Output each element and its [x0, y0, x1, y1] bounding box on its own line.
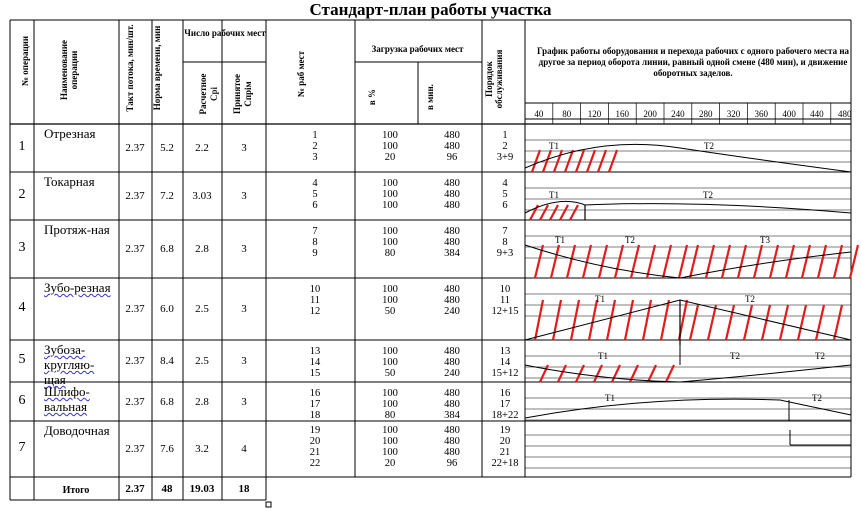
service-order: 9+3 [496, 248, 514, 259]
service-order: 20 [499, 436, 511, 447]
op-number: 4 [18, 300, 26, 315]
calc-value: 2.5 [195, 355, 209, 367]
graph-label-t3: T3 [760, 235, 770, 245]
workplace-number: 16 [309, 388, 321, 399]
accepted-value: 3 [241, 395, 247, 408]
graph-label-t1: T1 [595, 294, 605, 304]
norm-value: 6.8 [160, 395, 174, 408]
header-op-no: № операции [20, 35, 30, 87]
load-minutes: 480 [444, 237, 460, 248]
load-minutes: 480 [444, 425, 460, 436]
load-minutes: 480 [444, 200, 460, 211]
tick-label: 160 [615, 109, 630, 119]
service-order: 18+22 [491, 410, 519, 421]
service-order: 17 [499, 399, 511, 410]
workplace-number: 14 [309, 357, 321, 368]
header-calc: Расчетное [198, 73, 208, 115]
load-percent: 50 [384, 306, 396, 317]
load-minutes: 480 [444, 436, 460, 447]
service-order: 11 [499, 295, 511, 306]
takt-value: 2.37 [125, 303, 145, 315]
workplace-number: 1 [312, 130, 318, 141]
workplace-number: 21 [309, 447, 321, 458]
load-minutes: 384 [444, 248, 460, 259]
service-order: 2 [502, 141, 508, 152]
norm-value: 7.6 [160, 443, 174, 455]
workplace-number: 17 [309, 399, 321, 410]
service-order: 5 [502, 189, 508, 200]
calc-value: 3.03 [192, 190, 212, 202]
total-norm: 48 [161, 483, 173, 495]
service-order: 13 [499, 346, 511, 357]
header-accepted-sym: Спрім [243, 81, 253, 107]
tick-label: 200 [643, 109, 657, 119]
service-order: 3+9 [496, 152, 514, 163]
calc-value: 3.2 [195, 443, 209, 455]
tick-label: 80 [562, 109, 572, 119]
load-minutes: 480 [444, 141, 460, 152]
total-takt: 2.37 [125, 483, 145, 495]
total-accepted: 18 [238, 483, 250, 495]
load-percent: 100 [382, 295, 398, 306]
op-number: 6 [18, 392, 26, 408]
op-name: Шлифо-вальная [44, 384, 90, 414]
load-minutes: 480 [444, 130, 460, 141]
accepted-value: 3 [241, 190, 247, 202]
workplace-number: 6 [312, 200, 318, 211]
calc-value: 2.5 [195, 303, 209, 315]
load-minutes: 480 [444, 346, 460, 357]
workplace-number: 11 [309, 295, 321, 306]
takt-value: 2.37 [125, 443, 145, 455]
tick-label: 120 [587, 109, 602, 119]
load-percent: 100 [382, 357, 398, 368]
service-order: 21 [499, 447, 511, 458]
service-order: 19 [499, 425, 511, 436]
load-percent: 20 [384, 458, 396, 469]
load-percent: 100 [382, 226, 398, 237]
load-percent: 100 [382, 447, 398, 458]
load-minutes: 480 [444, 284, 460, 295]
graph-label-t1: T1 [605, 393, 615, 403]
graph-label-t1: T1 [549, 190, 559, 200]
takt-value: 2.37 [125, 243, 145, 255]
norm-value: 6.8 [160, 243, 174, 255]
workplace-number: 12 [309, 306, 321, 317]
service-order: 14 [499, 357, 511, 368]
service-order: 22+18 [491, 458, 519, 469]
op-name: Отрезная [44, 126, 96, 141]
tick-label: 480 [837, 109, 852, 119]
accepted-value: 3 [241, 243, 247, 255]
op-number: 3 [18, 240, 26, 255]
op-name: Токарная [44, 174, 95, 189]
tick-label: 360 [754, 109, 769, 119]
graph-label-t2: T2 [703, 190, 713, 200]
op-name: Доводочная [44, 423, 110, 438]
workplace-number: 18 [309, 410, 321, 421]
load-percent: 100 [382, 130, 398, 141]
load-minutes: 240 [444, 306, 460, 317]
tick-label: 400 [782, 109, 796, 119]
load-percent: 100 [382, 436, 398, 447]
service-order: 15+12 [491, 368, 519, 379]
norm-value: 8.4 [160, 355, 174, 367]
load-percent: 100 [382, 178, 398, 189]
load-percent: 100 [382, 388, 398, 399]
graph-label-t2: T2 [704, 141, 714, 151]
workplace-number: 22 [309, 458, 321, 469]
load-minutes: 480 [444, 178, 460, 189]
tick-label: 280 [698, 109, 713, 119]
service-order: 16 [499, 388, 511, 399]
workplace-number: 19 [309, 425, 321, 436]
norm-value: 6.0 [160, 303, 174, 315]
page-title: Стандарт-план работы участка [309, 0, 552, 19]
op-number: 7 [18, 440, 26, 455]
workplace-number: 3 [312, 152, 318, 163]
takt-value: 2.37 [125, 355, 145, 367]
graph-label-t2: T2 [625, 235, 635, 245]
header-norm: Норма времени, мин [152, 25, 162, 111]
workplace-number: 8 [312, 237, 318, 248]
load-percent: 50 [384, 368, 396, 379]
norm-value: 5.2 [160, 142, 174, 154]
workplace-number: 2 [312, 141, 318, 152]
service-order: 7 [502, 226, 508, 237]
graph-label-t2: T2 [815, 351, 825, 361]
service-order: 12+15 [491, 306, 519, 317]
workplace-number: 13 [309, 346, 321, 357]
header-accepted: Принятое [232, 73, 242, 115]
header-takt: Такт потока, мин/шт. [125, 24, 135, 112]
total-label: Итого [62, 485, 90, 496]
tick-label: 440 [810, 109, 824, 119]
header-load: Загрузка рабочих мест [371, 44, 464, 54]
service-order: 10 [499, 284, 511, 295]
graph-label-t2: T2 [745, 294, 755, 304]
graph-label-t2: T2 [730, 351, 740, 361]
service-order: 4 [502, 178, 508, 189]
load-minutes: 480 [444, 226, 460, 237]
load-minutes: 240 [444, 368, 460, 379]
op-number: 2 [18, 187, 26, 202]
header-wp-no: № раб мест [296, 50, 306, 98]
takt-value: 2.37 [125, 142, 145, 154]
takt-value: 2.37 [125, 395, 145, 408]
header-order: Порядок обслуживания [484, 49, 504, 109]
total-calc: 19.03 [189, 483, 215, 495]
graph-label-t1: T1 [549, 141, 559, 151]
load-percent: 100 [382, 200, 398, 211]
load-percent: 20 [384, 152, 396, 163]
graph-label-t2: T2 [812, 393, 822, 403]
workplace-number: 20 [309, 436, 321, 447]
accepted-value: 3 [241, 142, 247, 154]
load-percent: 100 [382, 399, 398, 410]
load-minutes: 96 [446, 152, 458, 163]
accepted-value: 4 [241, 443, 247, 455]
accepted-value: 3 [241, 355, 247, 367]
workplace-number: 15 [309, 368, 321, 379]
load-minutes: 96 [446, 458, 458, 469]
header-load-min: в мин. [425, 84, 435, 110]
workplace-number: 5 [312, 189, 318, 200]
header-load-pct: в % [367, 88, 377, 106]
load-percent: 80 [384, 248, 396, 259]
load-minutes: 384 [444, 410, 460, 421]
service-order: 6 [502, 200, 508, 211]
load-percent: 100 [382, 237, 398, 248]
load-percent: 80 [384, 410, 396, 421]
load-percent: 100 [382, 189, 398, 200]
load-percent: 100 [382, 284, 398, 295]
calc-value: 2.2 [195, 142, 209, 154]
accepted-value: 3 [241, 303, 247, 315]
takt-value: 2.37 [125, 190, 145, 202]
workplace-number: 9 [312, 248, 318, 259]
workplace-number: 7 [312, 226, 318, 237]
load-minutes: 480 [444, 388, 460, 399]
header-op-name: Наименование операции [59, 40, 79, 100]
load-minutes: 480 [444, 357, 460, 368]
tick-label: 320 [726, 109, 741, 119]
header-calc-sym: Срі [209, 87, 219, 102]
load-percent: 100 [382, 141, 398, 152]
header-workplaces: Число рабочих мест [184, 28, 266, 38]
graph-label-t1: T1 [598, 351, 608, 361]
workplace-number: 10 [309, 284, 321, 295]
load-percent: 100 [382, 346, 398, 357]
tick-label: 40 [534, 109, 544, 119]
tick-label: 240 [671, 109, 685, 119]
norm-value: 7.2 [160, 190, 174, 202]
op-number: 1 [18, 139, 26, 154]
op-name: Зубоза-кругляю-щая [44, 342, 95, 387]
calc-value: 2.8 [195, 395, 209, 408]
workplace-number: 4 [312, 178, 318, 189]
op-number: 5 [18, 352, 26, 367]
header-graph: График работы оборудования и перехода рабочих с одного рабочего места на другое за период оборота линии, равный одной смене (480 мин), и движение оборотных заделов. [536, 46, 850, 78]
op-name: Зубо-резная [44, 280, 111, 295]
calc-value: 2.8 [195, 243, 209, 255]
load-minutes: 480 [444, 399, 460, 410]
service-order: 8 [502, 237, 508, 248]
load-minutes: 480 [444, 295, 460, 306]
service-order: 1 [502, 130, 508, 141]
load-minutes: 480 [444, 189, 460, 200]
graph-label-t1: T1 [555, 235, 565, 245]
op-name: Протяж-ная [44, 222, 110, 237]
load-percent: 100 [382, 425, 398, 436]
load-minutes: 480 [444, 447, 460, 458]
